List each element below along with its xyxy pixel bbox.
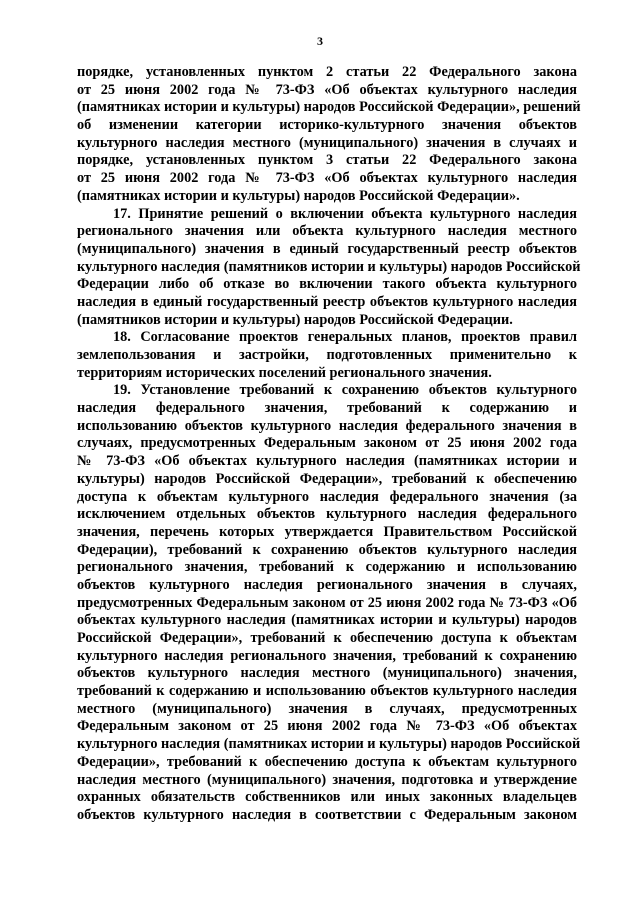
text-line: наследия в единый государственный реестр объектов культурного наследия [77, 293, 577, 310]
text-line: регионального значения или объекта культурного наследия местного [77, 223, 577, 240]
text-line: объектов культурного наследия в соответствии с Федеральным законом [77, 806, 577, 823]
text-line: № 73-ФЗ «Об объектах культурного наследия (памятниках истории и [77, 453, 577, 470]
text-line: (памятников истории и культуры) народов Российской Федерации. [77, 311, 513, 328]
text-line: объектах культурного наследия (памятниках истории и культуры) народов [77, 612, 577, 629]
text-line: Федерации», требований к обеспечению доступа к объектам культурного [77, 753, 577, 770]
text-line: 18. Согласование проектов генеральных планов, проектов правил [113, 329, 577, 346]
text-line: от 25 июня 2002 года № 73-ФЗ «Об объектах культурного наследия [77, 81, 577, 98]
text-line: Федерации), требований к сохранению объектов культурного наследия [77, 541, 577, 558]
text-line: местного (муниципального) значения в случаях, предусмотренных [77, 700, 577, 717]
text-line: об изменении категории историко-культурного значения объектов [77, 117, 577, 134]
text-line: культурного наследия регионального значения, требований к сохранению [77, 647, 577, 664]
text-line: культурного наследия (памятников истории и культуры) народов Российской [77, 258, 581, 275]
paragraph-19 [77, 382, 581, 824]
text-line: объектов культурного наследия регионального значения в случаях, [77, 576, 577, 593]
document-body [77, 64, 581, 825]
text-line: (памятниках истории и культуры) народов Российской Федерации», решений [77, 99, 581, 116]
text-line: Федерации либо об отказе во включении такого объекта культурного [77, 276, 577, 293]
page-number: 3 [317, 34, 323, 48]
text-line: требований к содержанию и использованию объектов культурного наследия [77, 683, 577, 700]
text-line: Федеральным законом от 25 июня 2002 года № 73-ФЗ «Об объектах [77, 718, 577, 735]
text-line: от 25 июня 2002 года № 73-ФЗ «Об объектах культурного наследия [77, 170, 577, 187]
text-line: территориям исторических поселений регионального значения. [77, 364, 492, 381]
text-line: наследия федерального значения, требований к содержанию и [77, 400, 577, 417]
text-line: исключением отдельных объектов культурного наследия федерального [77, 506, 577, 523]
text-line: охранных обязательств собственников или иных законных владельцев [77, 789, 577, 806]
text-line: землепользования и застройки, подготовленных применительно к [77, 347, 577, 363]
paragraph-18 [77, 329, 577, 382]
text-line: (муниципального) значения в единый государственный реестр объектов [77, 240, 577, 257]
text-line: культуры) народов Российской Федерации», требований к обеспечению [77, 470, 577, 487]
text-line: объектов культурного наследия местного (муниципального) значения, [77, 665, 577, 682]
text-line: 17. Принятие решений о включении объекта культурного наследия [113, 205, 577, 222]
text-line: регионального значения, требований к содержанию и использованию [77, 559, 577, 576]
text-line: культурного наследия (памятниках истории и культуры) народов Российской [77, 736, 581, 753]
text-line: наследия местного (муниципального) значения, подготовка и утверждение [77, 771, 577, 788]
paragraph-17 [77, 205, 581, 330]
text-line: культурного наследия местного (муниципального) значения в случаях и [77, 134, 577, 151]
paragraph-16-continuation [77, 64, 581, 206]
text-line: Российской Федерации», требований к обеспечению доступа к объектам [77, 630, 577, 646]
text-line: доступа к объектам культурного наследия федерального значения (за [77, 488, 577, 505]
text-line: случаях, предусмотренных Федеральным законом от 25 июня 2002 года [77, 435, 577, 452]
text-line: (памятниках истории и культуры) народов Российской Федерации». [77, 187, 520, 204]
text-line: порядке, установленных пунктом 2 статьи 22 Федерального закона [77, 64, 577, 80]
text-line: 19. Установление требований к сохранению объектов культурного [113, 382, 577, 399]
text-line: предусмотренных Федеральным законом от 25 июня 2002 года № 73-ФЗ «Об [77, 594, 577, 611]
text-line: порядке, установленных пунктом 3 статьи 22 Федерального закона [77, 152, 577, 169]
text-line: значения, перечень которых утверждается Правительством Российской [77, 523, 577, 540]
text-line: использованию объектов культурного наследия федерального значения в [77, 417, 577, 434]
